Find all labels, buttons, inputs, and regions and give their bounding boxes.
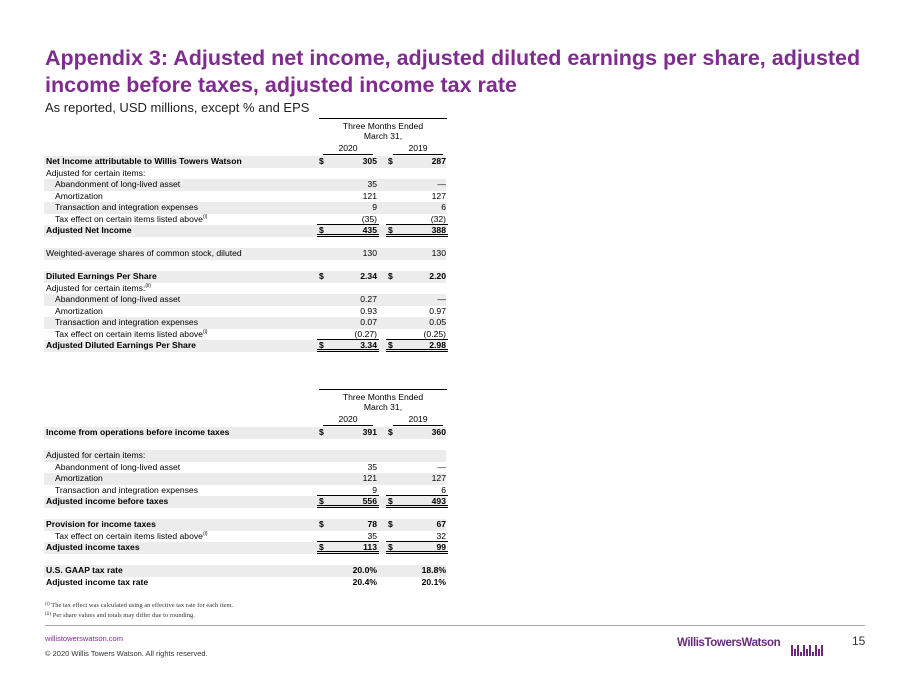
row-label <box>46 427 229 439</box>
value-2020: 0.07 <box>360 317 377 327</box>
table-header <box>44 118 446 156</box>
table-body <box>44 156 446 352</box>
row-label <box>55 179 180 191</box>
page-number: 15 <box>852 634 866 648</box>
row-label <box>46 450 145 462</box>
table-row <box>44 450 446 462</box>
period-date-text: March 31, <box>363 131 403 141</box>
page-subtitle: As reported, USD millions, except % and EPS <box>45 100 310 115</box>
value-2019: 360 <box>431 427 446 437</box>
value-2020: 3.34 <box>360 340 377 350</box>
value-2019: 388 <box>431 225 446 235</box>
table-row <box>44 531 446 543</box>
row-label <box>46 577 148 589</box>
year-2020-header: 2020 <box>323 414 373 426</box>
row-label <box>46 496 168 508</box>
value-2019: 127 <box>431 190 446 201</box>
currency-2020: $ <box>319 519 324 529</box>
table-row <box>44 519 446 531</box>
table-row <box>44 202 446 214</box>
value-2020: 0.27 <box>360 294 377 304</box>
value-2020: 35 <box>367 530 377 541</box>
row-label <box>46 248 242 260</box>
row-label <box>46 225 131 237</box>
spacer-row <box>44 260 446 272</box>
value-2020: 35 <box>367 179 377 189</box>
row-label-text: Amortization <box>55 473 103 483</box>
row-label-text: Tax effect on certain items listed above <box>55 328 203 339</box>
row-label-text: Abandonment of long-lived asset <box>55 461 181 472</box>
value-2019: 20.1% <box>421 576 446 587</box>
currency-2020: $ <box>319 542 324 552</box>
value-2019: 2.20 <box>429 271 446 281</box>
header-rule <box>319 389 447 390</box>
row-label-text: Adjusted Diluted Earnings Per Share <box>46 340 196 350</box>
value-2019: 99 <box>436 542 446 552</box>
row-label-text: Weighted-average shares of common stock, diluted <box>46 248 242 258</box>
page-title: Appendix 3: Adjusted net income, adjusted diluted earnings per share, adjusted income before taxes, adjusted income tax rate <box>45 46 861 97</box>
value-2020: 556 <box>362 496 377 506</box>
currency-2019: $ <box>388 225 393 235</box>
row-label <box>46 168 145 180</box>
row-label-text: U.S. GAAP tax rate <box>46 565 123 575</box>
company-logo-mark-icon <box>791 638 824 649</box>
footnote-text: The tax effect was calculated using an effective tax rate for each item. <box>51 602 234 609</box>
footnote-mark: (i) <box>45 602 50 607</box>
table-row <box>44 427 446 439</box>
value-2019: (32) <box>430 213 446 224</box>
header-rule <box>319 118 447 119</box>
row-label-text: Adjusted income taxes <box>46 542 140 552</box>
footer-divider <box>45 625 865 626</box>
value-2019: — <box>437 461 446 472</box>
footnote-2 <box>45 612 195 619</box>
currency-2019: $ <box>388 340 393 350</box>
value-2020: 0.93 <box>360 305 377 316</box>
row-label <box>55 473 103 485</box>
row-label-text: Transaction and integration expenses <box>55 484 199 495</box>
row-label-text: Adjusted income tax rate <box>46 576 149 587</box>
currency-2020: $ <box>319 271 324 281</box>
row-label-text: Adjusted for certain items: <box>46 282 146 293</box>
row-label-text: Adjusted income before taxes <box>46 496 169 506</box>
row-label <box>46 519 156 531</box>
value-2020: 435 <box>362 225 377 235</box>
row-label <box>46 565 123 577</box>
currency-2019: $ <box>388 271 393 281</box>
row-label <box>46 340 196 352</box>
currency-2020: $ <box>319 156 324 166</box>
value-2019: 0.97 <box>429 305 446 316</box>
year-2019-header: 2019 <box>393 414 443 426</box>
row-label <box>55 329 207 341</box>
currency-2019: $ <box>388 519 393 529</box>
table-row <box>44 271 446 283</box>
row-label <box>55 202 198 214</box>
table-row <box>44 462 446 474</box>
currency-2020: $ <box>319 340 324 350</box>
value-2019: 0.05 <box>429 317 446 327</box>
year-2020-header: 2020 <box>323 143 373 155</box>
footer-website-link[interactable]: willistowerswatson.com <box>45 634 123 643</box>
table-row <box>44 156 446 168</box>
value-2020: 20.4% <box>352 576 377 587</box>
row-label-text: Amortization <box>55 190 103 201</box>
value-2020: 113 <box>363 542 377 552</box>
value-2020: 2.34 <box>360 271 377 281</box>
adjusted-net-income-table <box>44 118 446 352</box>
row-label-text: Abandonment of long-lived asset <box>55 294 181 304</box>
spacer-row <box>44 508 446 520</box>
currency-2020: $ <box>319 427 324 437</box>
company-logo: WillisTowersWatson <box>677 637 781 649</box>
footnote-reference: (i) <box>202 328 208 335</box>
row-label-text: Diluted Earnings Per Share <box>46 271 157 281</box>
currency-2020: $ <box>319 496 324 506</box>
row-label-text: Adjusted for certain items: <box>46 450 146 460</box>
table-row <box>44 179 446 191</box>
row-label <box>55 294 180 306</box>
value-2019: 2.98 <box>429 340 446 350</box>
year-2019-header: 2019 <box>393 143 443 155</box>
table-row <box>44 168 446 180</box>
table-row <box>44 248 446 260</box>
table-body <box>44 427 446 588</box>
value-2019: 6 <box>441 202 446 212</box>
row-label-text: Tax effect on certain items listed above <box>55 213 203 224</box>
row-label-text: Tax effect on certain items listed above <box>55 530 203 541</box>
value-2020: 35 <box>367 461 377 472</box>
value-2019: 67 <box>436 519 446 529</box>
row-label <box>55 214 207 226</box>
table-row <box>44 329 446 341</box>
row-label <box>46 542 140 554</box>
value-2019: — <box>437 179 446 189</box>
table-row <box>44 565 446 577</box>
row-label-text: Transaction and integration expenses <box>55 202 199 212</box>
row-label <box>55 317 198 329</box>
table-row <box>44 317 446 329</box>
row-label <box>55 191 103 203</box>
spacer-row <box>44 237 446 249</box>
table-row <box>44 485 446 497</box>
table-row <box>44 225 446 237</box>
value-2019: 130 <box>431 248 446 258</box>
period-label <box>319 392 447 412</box>
value-2020: 121 <box>362 473 377 483</box>
period-date-text: March 31, <box>363 402 403 412</box>
currency-2019: $ <box>388 427 393 437</box>
row-label <box>46 156 242 168</box>
value-2020: 130 <box>362 248 377 258</box>
row-label <box>55 462 180 474</box>
row-label-text: Adjusted Net Income <box>46 225 132 235</box>
value-2019: — <box>437 294 446 304</box>
value-2020: 78 <box>367 519 377 529</box>
value-2020: 20.0% <box>352 565 377 575</box>
footnote-reference: (i) <box>202 530 208 537</box>
footnote-reference: (i) <box>202 213 208 220</box>
row-label <box>55 485 198 497</box>
period-text: Three Months Ended <box>342 121 424 131</box>
table-row <box>44 577 446 589</box>
row-label <box>46 283 151 295</box>
table-row <box>44 496 446 508</box>
table-row <box>44 306 446 318</box>
currency-2019: $ <box>388 496 393 506</box>
footnote-text: Per share values and totals may differ due to rounding. <box>52 612 195 619</box>
table-row <box>44 340 446 352</box>
row-label-text: Abandonment of long-lived asset <box>55 179 181 189</box>
row-label <box>46 271 157 283</box>
value-2020: (0.27) <box>354 328 377 339</box>
value-2020: 391 <box>362 427 377 437</box>
table-row <box>44 283 446 295</box>
footer-copyright: © 2020 Willis Towers Watson. All rights reserved. <box>45 649 208 658</box>
value-2019: 287 <box>431 156 446 166</box>
spacer-row <box>44 554 446 566</box>
value-2019: 6 <box>441 484 446 495</box>
value-2020: 9 <box>372 202 377 212</box>
row-label <box>55 531 207 543</box>
table-header <box>44 389 446 427</box>
row-label-text: Amortization <box>55 305 103 316</box>
row-label-text: Transaction and integration expenses <box>55 317 199 327</box>
spacer-row <box>44 439 446 451</box>
table-row <box>44 542 446 554</box>
value-2019: 32 <box>436 530 446 541</box>
footnote-1 <box>45 602 233 609</box>
table-row <box>44 214 446 226</box>
table-row <box>44 473 446 485</box>
value-2019: (0.25) <box>423 328 446 339</box>
footnote-reference: (ii) <box>145 282 151 289</box>
value-2020: 9 <box>372 484 377 495</box>
value-2020: 305 <box>362 156 377 166</box>
table-row <box>44 294 446 306</box>
value-2019: 127 <box>431 473 446 483</box>
table-row <box>44 191 446 203</box>
value-2019: 18.8% <box>421 565 446 575</box>
value-2019: 493 <box>431 496 446 506</box>
period-label <box>319 121 447 141</box>
row-label <box>55 306 103 318</box>
value-2020: 121 <box>362 190 377 201</box>
currency-2020: $ <box>319 225 324 235</box>
row-label-text: Net Income attributable to Willis Towers Watson <box>46 156 242 166</box>
row-label-text: Adjusted for certain items: <box>46 167 146 178</box>
currency-2019: $ <box>388 542 393 552</box>
adjusted-income-tax-table <box>44 389 446 588</box>
footnote-mark: (ii) <box>45 612 52 617</box>
row-label-text: Provision for income taxes <box>46 519 156 529</box>
currency-2019: $ <box>388 156 393 166</box>
row-label-text: Income from operations before income taxes <box>46 427 230 437</box>
period-text: Three Months Ended <box>342 392 424 402</box>
value-2020: (35) <box>361 213 377 224</box>
